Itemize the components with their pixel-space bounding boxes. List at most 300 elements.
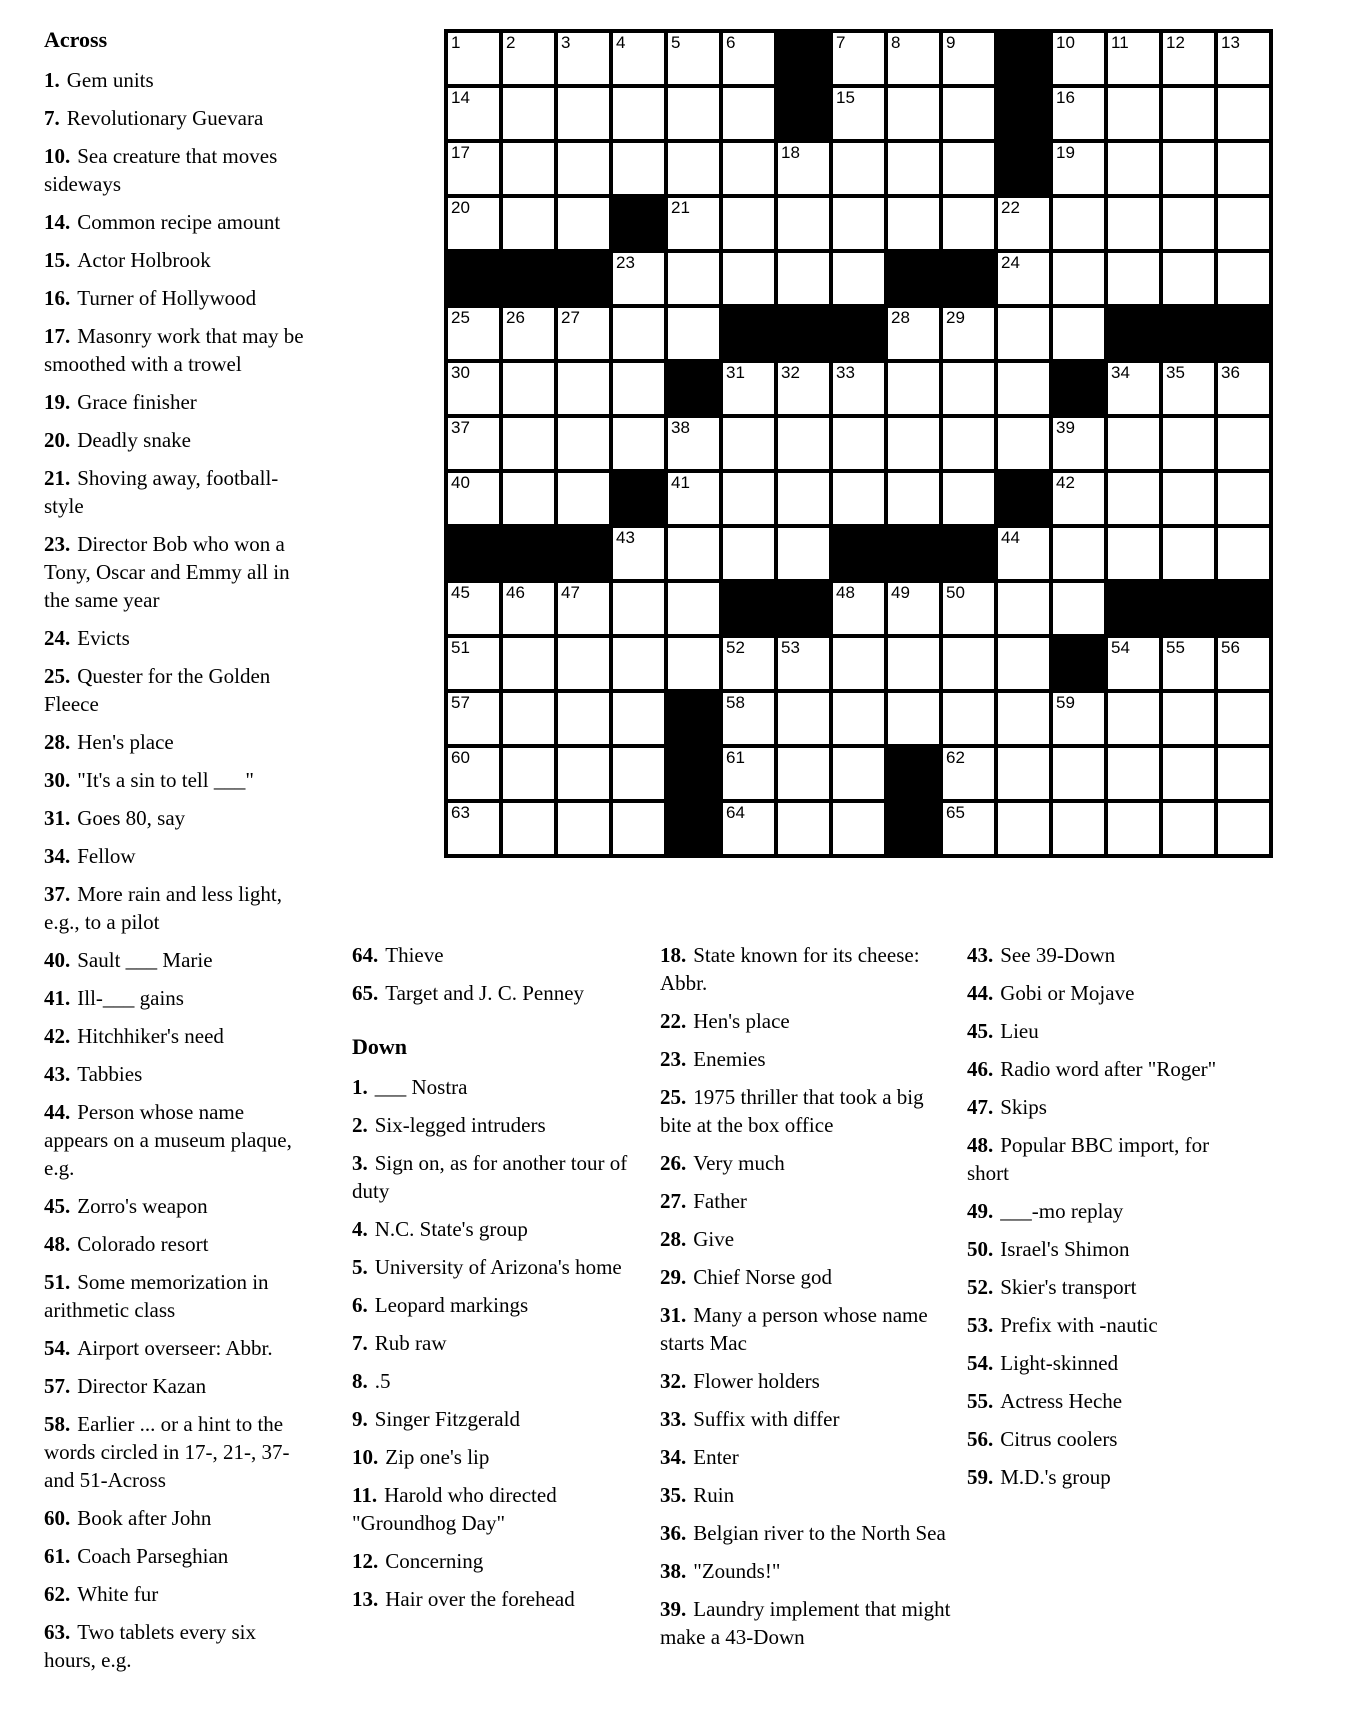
grid-cell[interactable] [1218,198,1269,249]
grid-cell[interactable] [1053,33,1104,84]
grid-cell[interactable] [1053,143,1104,194]
grid-cell[interactable] [503,33,554,84]
clue-number: 4. [352,1217,368,1241]
grid-cell[interactable] [998,638,1049,689]
clue [660,1519,952,1547]
grid-cell[interactable] [613,143,664,194]
grid-cell[interactable] [778,473,829,524]
clue-number: 12. [352,1549,379,1573]
grid-cell[interactable] [723,638,774,689]
grid-cell[interactable] [998,748,1049,799]
grid-cell[interactable] [723,143,774,194]
grid-cell[interactable] [503,363,554,414]
grid-cell[interactable] [1053,88,1104,139]
grid-cell[interactable] [1163,528,1214,579]
grid-cell[interactable] [723,418,774,469]
grid-cell[interactable] [1218,143,1269,194]
grid-cell[interactable] [668,88,719,139]
grid-cell[interactable] [778,528,829,579]
grid-cell[interactable] [888,308,939,359]
grid-cell[interactable] [943,363,994,414]
grid-cell[interactable] [668,583,719,634]
grid-cell[interactable] [1163,638,1214,689]
grid-cell[interactable] [448,803,499,854]
clue-number: 20. [44,428,71,452]
grid-cell[interactable] [558,308,609,359]
grid-cell[interactable] [778,748,829,799]
clue-number: 59. [967,1465,994,1489]
grid-cell[interactable] [723,473,774,524]
clue-number: 16. [44,286,71,310]
grid-cell[interactable] [1108,363,1159,414]
grid-cell[interactable] [668,253,719,304]
grid-cell[interactable] [613,693,664,744]
clue [352,1405,632,1433]
grid-cell[interactable] [723,33,774,84]
clue-text: Radio word after "Roger" [1000,1057,1217,1081]
grid-cell[interactable] [888,583,939,634]
grid-cell[interactable] [998,583,1049,634]
grid-cell[interactable] [668,308,719,359]
grid-cell[interactable] [943,143,994,194]
clue-text: Two tablets every six hours, e.g. [44,1620,256,1672]
cell-number: 47 [561,583,580,602]
grid-cell[interactable] [1108,198,1159,249]
clue [352,1585,632,1613]
grid-cell[interactable] [503,88,554,139]
grid-cell[interactable] [1218,253,1269,304]
clue-text: Prefix with -nautic [1000,1313,1158,1337]
clue [44,104,312,132]
clue-text: Evicts [77,626,130,650]
grid-cell[interactable] [1053,803,1104,854]
grid-cell[interactable] [448,638,499,689]
clue-number: 14. [44,210,71,234]
clue [44,880,312,936]
grid-cell[interactable] [613,638,664,689]
grid-cell[interactable] [613,418,664,469]
cell-number: 2 [506,33,516,52]
grid-cell[interactable] [613,88,664,139]
grid-cell[interactable] [778,693,829,744]
grid-cell[interactable] [1108,473,1159,524]
grid-cell[interactable] [1218,33,1269,84]
clue [44,1372,312,1400]
clue [660,1481,952,1509]
grid-cell[interactable] [943,33,994,84]
grid-cell[interactable] [448,198,499,249]
grid-cell[interactable] [998,198,1049,249]
clues-column-3 [660,941,952,1661]
clue-text: Hitchhiker's need [77,1024,224,1048]
grid-cell[interactable] [558,363,609,414]
grid-cell[interactable] [668,638,719,689]
clue [352,1111,632,1139]
grid-cell[interactable] [503,473,554,524]
clue-text: Actress Heche [1000,1389,1123,1413]
clue-text: Quester for the Golden Fleece [44,664,271,716]
grid-cell[interactable] [448,88,499,139]
grid-cell[interactable] [668,198,719,249]
grid-cell[interactable] [1108,88,1159,139]
grid-cell[interactable] [613,583,664,634]
grid-cell[interactable] [1163,88,1214,139]
grid-cell[interactable] [998,693,1049,744]
grid-cell[interactable] [1108,33,1159,84]
grid-cell-black [503,528,554,579]
grid-cell[interactable] [1053,528,1104,579]
grid-cell[interactable] [998,418,1049,469]
grid-cell[interactable] [448,473,499,524]
clue-text: Laundry implement that might make a 43-Down [660,1597,951,1649]
grid-cell[interactable] [888,473,939,524]
grid-cell[interactable] [503,198,554,249]
clue-text: Hair over the forehead [385,1587,575,1611]
cell-number: 17 [451,143,470,162]
grid-cell[interactable] [1053,418,1104,469]
clue-text: Actor Holbrook [77,248,211,272]
grid-cell[interactable] [833,143,884,194]
grid-cell[interactable] [668,33,719,84]
grid-cell[interactable] [833,88,884,139]
clue-text: Leopard markings [374,1293,529,1317]
grid-cell[interactable] [448,418,499,469]
clue-text: Father [693,1189,747,1213]
grid-cell[interactable] [833,748,884,799]
clue [44,842,312,870]
grid-cell[interactable] [613,803,664,854]
clue-number: 57. [44,1374,71,1398]
grid-cell[interactable] [448,308,499,359]
grid-cell[interactable] [1218,88,1269,139]
grid-cell[interactable] [833,418,884,469]
clue-text: Hen's place [693,1009,790,1033]
grid-cell[interactable] [943,693,994,744]
grid-cell[interactable] [1163,143,1214,194]
across-clues-tail-list [352,941,632,1007]
grid-cell[interactable] [558,33,609,84]
grid-cell[interactable] [1108,693,1159,744]
grid-cell[interactable] [613,748,664,799]
grid-cell[interactable] [1163,748,1214,799]
grid-cell[interactable] [1053,473,1104,524]
grid-cell[interactable] [613,363,664,414]
clue-number: 3. [352,1151,368,1175]
grid-cell[interactable] [778,803,829,854]
grid-cell[interactable] [1218,638,1269,689]
grid-cell[interactable] [888,143,939,194]
grid-cell[interactable] [1218,803,1269,854]
grid-cell[interactable] [1053,253,1104,304]
grid-cell[interactable] [558,418,609,469]
clue-text: See 39-Down [1000,943,1116,967]
grid-cell[interactable] [833,198,884,249]
clue-number: 45. [44,1194,71,1218]
grid-cell[interactable] [833,803,884,854]
clue [44,142,312,198]
grid-cell[interactable] [943,638,994,689]
grid-cell[interactable] [668,473,719,524]
grid-cell[interactable] [668,418,719,469]
clue-number: 1. [352,1075,368,1099]
clue-text: Ill-___ gains [77,986,184,1010]
grid-cell[interactable] [613,33,664,84]
clue [352,1253,632,1281]
down-clues-list-3 [967,941,1252,1491]
grid-cell[interactable] [943,418,994,469]
grid-cell[interactable] [1218,693,1269,744]
grid-cell[interactable] [943,803,994,854]
cell-number: 63 [451,803,470,822]
grid-cell[interactable] [833,473,884,524]
grid-cell[interactable] [833,638,884,689]
cell-number: 57 [451,693,470,712]
clue [660,1045,952,1073]
grid-cell[interactable] [1163,33,1214,84]
grid-cell[interactable] [503,638,554,689]
clue-number: 29. [660,1265,687,1289]
clue-text: Hen's place [77,730,174,754]
cell-number: 13 [1221,33,1240,52]
clue-number: 28. [660,1227,687,1251]
clue-number: 7. [352,1331,368,1355]
grid-cell[interactable] [1163,363,1214,414]
clue [44,464,312,520]
grid-cell[interactable] [503,308,554,359]
grid-cell[interactable] [998,308,1049,359]
grid-cell[interactable] [448,583,499,634]
grid-cell[interactable] [1053,308,1104,359]
clue-number: 48. [967,1133,994,1157]
clue [44,1334,312,1362]
grid-cell[interactable] [723,363,774,414]
clue-number: 61. [44,1544,71,1568]
grid-cell[interactable] [888,418,939,469]
grid-cell[interactable] [943,583,994,634]
clue [660,1367,952,1395]
grid-cell[interactable] [558,473,609,524]
clue-text: ___ Nostra [374,1075,468,1099]
cell-number: 28 [891,308,910,327]
cell-number: 40 [451,473,470,492]
clue-number: 31. [44,806,71,830]
grid-cell[interactable] [558,88,609,139]
grid-cell[interactable] [998,528,1049,579]
grid-cell[interactable] [778,638,829,689]
grid-cell[interactable] [558,748,609,799]
grid-cell[interactable] [1053,198,1104,249]
grid-cell[interactable] [1053,583,1104,634]
clue [660,1083,952,1139]
grid-cell[interactable] [1053,693,1104,744]
cell-number: 29 [946,308,965,327]
cell-number: 48 [836,583,855,602]
grid-cell[interactable] [723,748,774,799]
grid-cell-black [558,528,609,579]
clue-number: 18. [660,943,687,967]
grid-cell[interactable] [888,33,939,84]
grid-cell[interactable] [613,308,664,359]
grid-cell[interactable] [1108,803,1159,854]
clue [352,979,632,1007]
cell-number: 8 [891,33,901,52]
clue-text: University of Arizona's home [374,1255,622,1279]
clue [44,624,312,652]
grid-cell[interactable] [1163,693,1214,744]
grid-cell[interactable] [778,198,829,249]
clue-text: Citrus coolers [1000,1427,1118,1451]
grid-cell[interactable] [1163,198,1214,249]
clue-text: Enemies [693,1047,766,1071]
grid-cell[interactable] [558,803,609,854]
clue-number: 33. [660,1407,687,1431]
grid-cell-black [1108,308,1159,359]
grid-cell[interactable] [1218,473,1269,524]
clue-text: Zip one's lip [385,1445,490,1469]
grid-cell[interactable] [613,528,664,579]
clue-text: 1975 thriller that took a big bite at the box office [660,1085,924,1137]
clue [352,1149,632,1205]
grid-cell[interactable] [1163,418,1214,469]
cell-number: 45 [451,583,470,602]
grid-cell[interactable] [558,583,609,634]
grid-cell[interactable] [778,363,829,414]
clue [44,1230,312,1258]
grid-cell[interactable] [943,198,994,249]
grid-cell[interactable] [833,253,884,304]
clue-number: 39. [660,1597,687,1621]
grid-cell[interactable] [888,88,939,139]
grid-cell-black [503,253,554,304]
grid-cell[interactable] [1163,253,1214,304]
grid-cell[interactable] [723,198,774,249]
clue-text: Six-legged intruders [374,1113,546,1137]
grid-cell[interactable] [723,88,774,139]
grid-cell[interactable] [833,583,884,634]
grid-cell[interactable] [1108,638,1159,689]
grid-cell[interactable] [943,748,994,799]
grid-cell[interactable] [448,33,499,84]
grid-cell[interactable] [998,803,1049,854]
clue [967,1349,1252,1377]
grid-cell[interactable] [558,143,609,194]
clue-number: 21. [44,466,71,490]
grid-cell[interactable] [668,143,719,194]
clue-number: 46. [967,1057,994,1081]
cell-number: 50 [946,583,965,602]
grid-cell[interactable] [1218,748,1269,799]
grid-cell[interactable] [1218,418,1269,469]
grid-cell[interactable] [1163,803,1214,854]
down-clues-list-2 [660,941,952,1651]
grid-cell[interactable] [1218,363,1269,414]
clue [44,246,312,274]
grid-cell-black [833,308,884,359]
grid-cell[interactable] [1108,418,1159,469]
clue-number: 62. [44,1582,71,1606]
grid-cell[interactable] [503,583,554,634]
grid-cell[interactable] [1108,748,1159,799]
clue [352,941,632,969]
grid-cell[interactable] [888,363,939,414]
grid-cell[interactable] [1163,473,1214,524]
clue-number: 8. [352,1369,368,1393]
grid-cell[interactable] [613,253,664,304]
grid-cell[interactable] [888,693,939,744]
grid-cell[interactable] [723,803,774,854]
grid-cell[interactable] [943,308,994,359]
clue [660,1007,952,1035]
cell-number: 3 [561,33,571,52]
grid-cell[interactable] [1108,528,1159,579]
grid-cell[interactable] [1053,748,1104,799]
grid-cell[interactable] [503,803,554,854]
grid-cell[interactable] [448,363,499,414]
grid-cell[interactable] [558,198,609,249]
grid-cell[interactable] [998,363,1049,414]
grid-cell[interactable] [833,33,884,84]
grid-cell[interactable] [503,418,554,469]
clue-text: Common recipe amount [77,210,281,234]
grid-cell[interactable] [503,748,554,799]
clue-text: Skips [1000,1095,1047,1119]
clue-text: Ruin [693,1483,735,1507]
grid-cell[interactable] [888,638,939,689]
clue-number: 35. [660,1483,687,1507]
grid-cell[interactable] [778,418,829,469]
grid-cell[interactable] [943,88,994,139]
grid-cell[interactable] [723,528,774,579]
grid-cell[interactable] [778,143,829,194]
clue [44,426,312,454]
grid-cell[interactable] [943,473,994,524]
grid-cell[interactable] [833,363,884,414]
cell-number: 9 [946,33,956,52]
grid-cell[interactable] [558,693,609,744]
grid-cell[interactable] [448,143,499,194]
clue-number: 52. [967,1275,994,1299]
clue-number: 49. [967,1199,994,1223]
grid-cell[interactable] [558,638,609,689]
grid-cell[interactable] [998,253,1049,304]
clue [967,1463,1252,1491]
clue [44,530,312,614]
clue-number: 1. [44,68,60,92]
grid-cell[interactable] [1108,253,1159,304]
grid-cell[interactable] [448,748,499,799]
clue [44,322,312,378]
grid-cell[interactable] [778,253,829,304]
grid-cell-black [668,748,719,799]
grid-cell[interactable] [448,693,499,744]
clue-text: "It's a sin to tell ___" [77,768,254,792]
grid-cell[interactable] [888,198,939,249]
grid-cell[interactable] [833,693,884,744]
clue-number: 38. [660,1559,687,1583]
grid-cell[interactable] [503,693,554,744]
grid-cell[interactable] [723,253,774,304]
down-header: Down [352,1034,408,1059]
grid-cell[interactable] [668,528,719,579]
clue [44,804,312,832]
grid-cell[interactable] [1108,143,1159,194]
cell-number: 52 [726,638,745,657]
grid-cell[interactable] [723,693,774,744]
grid-cell[interactable] [1218,528,1269,579]
grid-cell[interactable] [503,143,554,194]
clue [44,1022,312,1050]
clue-number: 25. [660,1085,687,1109]
